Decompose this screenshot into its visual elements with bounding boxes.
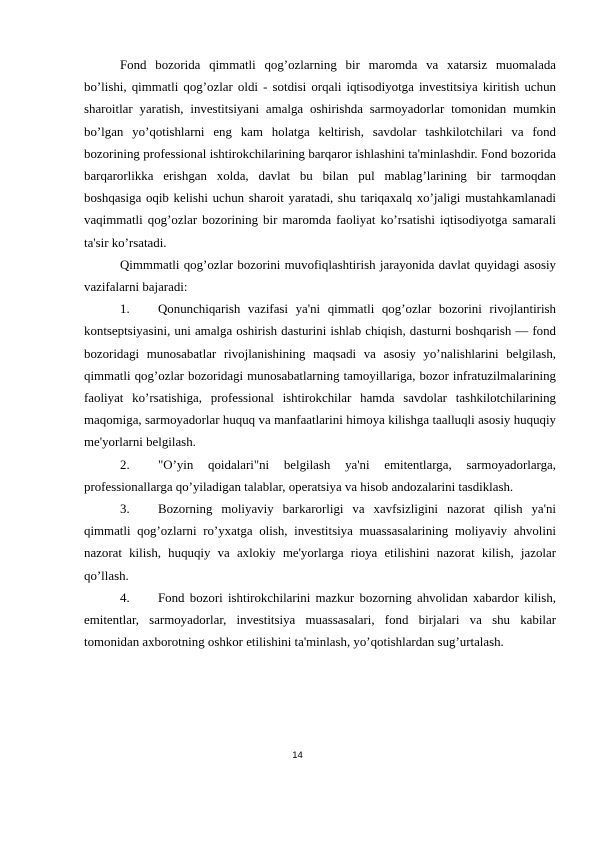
list-number: 2. [120, 457, 130, 472]
list-item [84, 298, 556, 453]
list-text: Bozorning moliyaviy barkarorligi va xavfsizligini nazorat qilish ya'ni qimmatli qog’ozlarni ro’yxatga olish, investitsiya muassasalarining moliyaviy ahvolini nazorat kilish, huquqiy va axlokiy me'yorlarga rioya etilishini nazorat kilish, jazolar qo’llash. [84, 502, 556, 583]
paragraph-intro: Fond bozorida qimmatli qog’ozlarning bir maromda va xatarsiz muomalada bo’lishi, qimmatli qog’ozlar oldi - sotdisi orqali iqtisodiyotga investitsiya kiritish uchun sharoitlar yaratish, investitsiyani amalga oshirishda sarmoyadorlar tomonidan mumkin bo’lgan yo’qotishlarni eng kam holatga keltirish, savdolar tashkilotchilari va fond bozorining professional ishtirokchilarining barqaror ishlashini ta'minlashdir. Fond bozorida barqarorlikka erishgan xolda, davlat bu bilan pul mablag’larining bir tarmoqdan boshqasiga oqib kelishi uchun sharoit yaratadi, shu tariqaxalq xo’jaligi mustahkamlanadi vaqimmatli qog’ozlar bozorining bir maromda faoliyat ko’rsatishi iqtisodiyotga samarali ta'sir ko’rsatadi. [84, 58, 556, 250]
list-item [84, 587, 556, 654]
paragraph-lead: Qimmmatli qog’ozlar bozorini muvofiqlashtirish jarayonida davlat quyidagi asosiy vazifalarni bajaradi: [84, 257, 556, 295]
list-text: Qonunchiqarish vazifasi ya'ni qimmatli qog’ozlar bozorini rivojlantirish kontseptsiyasini, uni amalga oshirish dasturini ishlab chiqish, dasturni boshqarish — fond bozoridagi munosabatlar rivojlanishining maqsadi va asosiy yo’nalishlarini belgilash, qimmatli qog’ozlar bozoridagi munosabatlarning tamoyillariga, bozor infratuzilmalarining faoliyat ko’rsatishiga, professional ishtirokchilar hamda savdolar tashkilotchilarining maqomiga, sarmoyadorlar huquq va manfaatlarini himoya kilishga taalluqli asosiy huquqiy me'yorlarni belgilash. [84, 302, 556, 450]
list-number: 4. [120, 590, 130, 605]
list-number: 3. [120, 502, 130, 517]
document-body [84, 54, 556, 653]
page-number: 14 [292, 750, 303, 761]
list-number: 1. [120, 302, 130, 317]
list-item [84, 498, 556, 587]
list-item [84, 454, 556, 498]
list-text: "O’yin qoidalari"ni belgilash ya'ni emitentlarga, sarmoyadorlarga, professionallarga qo’yiladigan talablar, operatsiya va hisob andozalarini tasdiklash. [84, 457, 556, 494]
list-text: Fond bozori ishtirokchilarini mazkur bozorning ahvolidan xabardor kilish, emitentlar, sarmoyadorlar, investitsiya muassasalari, fond birjalari va shu kabilar tomonidan axborotning oshkor etilishini ta'minlash, yo’qotishlardan sug’urtalash. [84, 590, 556, 650]
